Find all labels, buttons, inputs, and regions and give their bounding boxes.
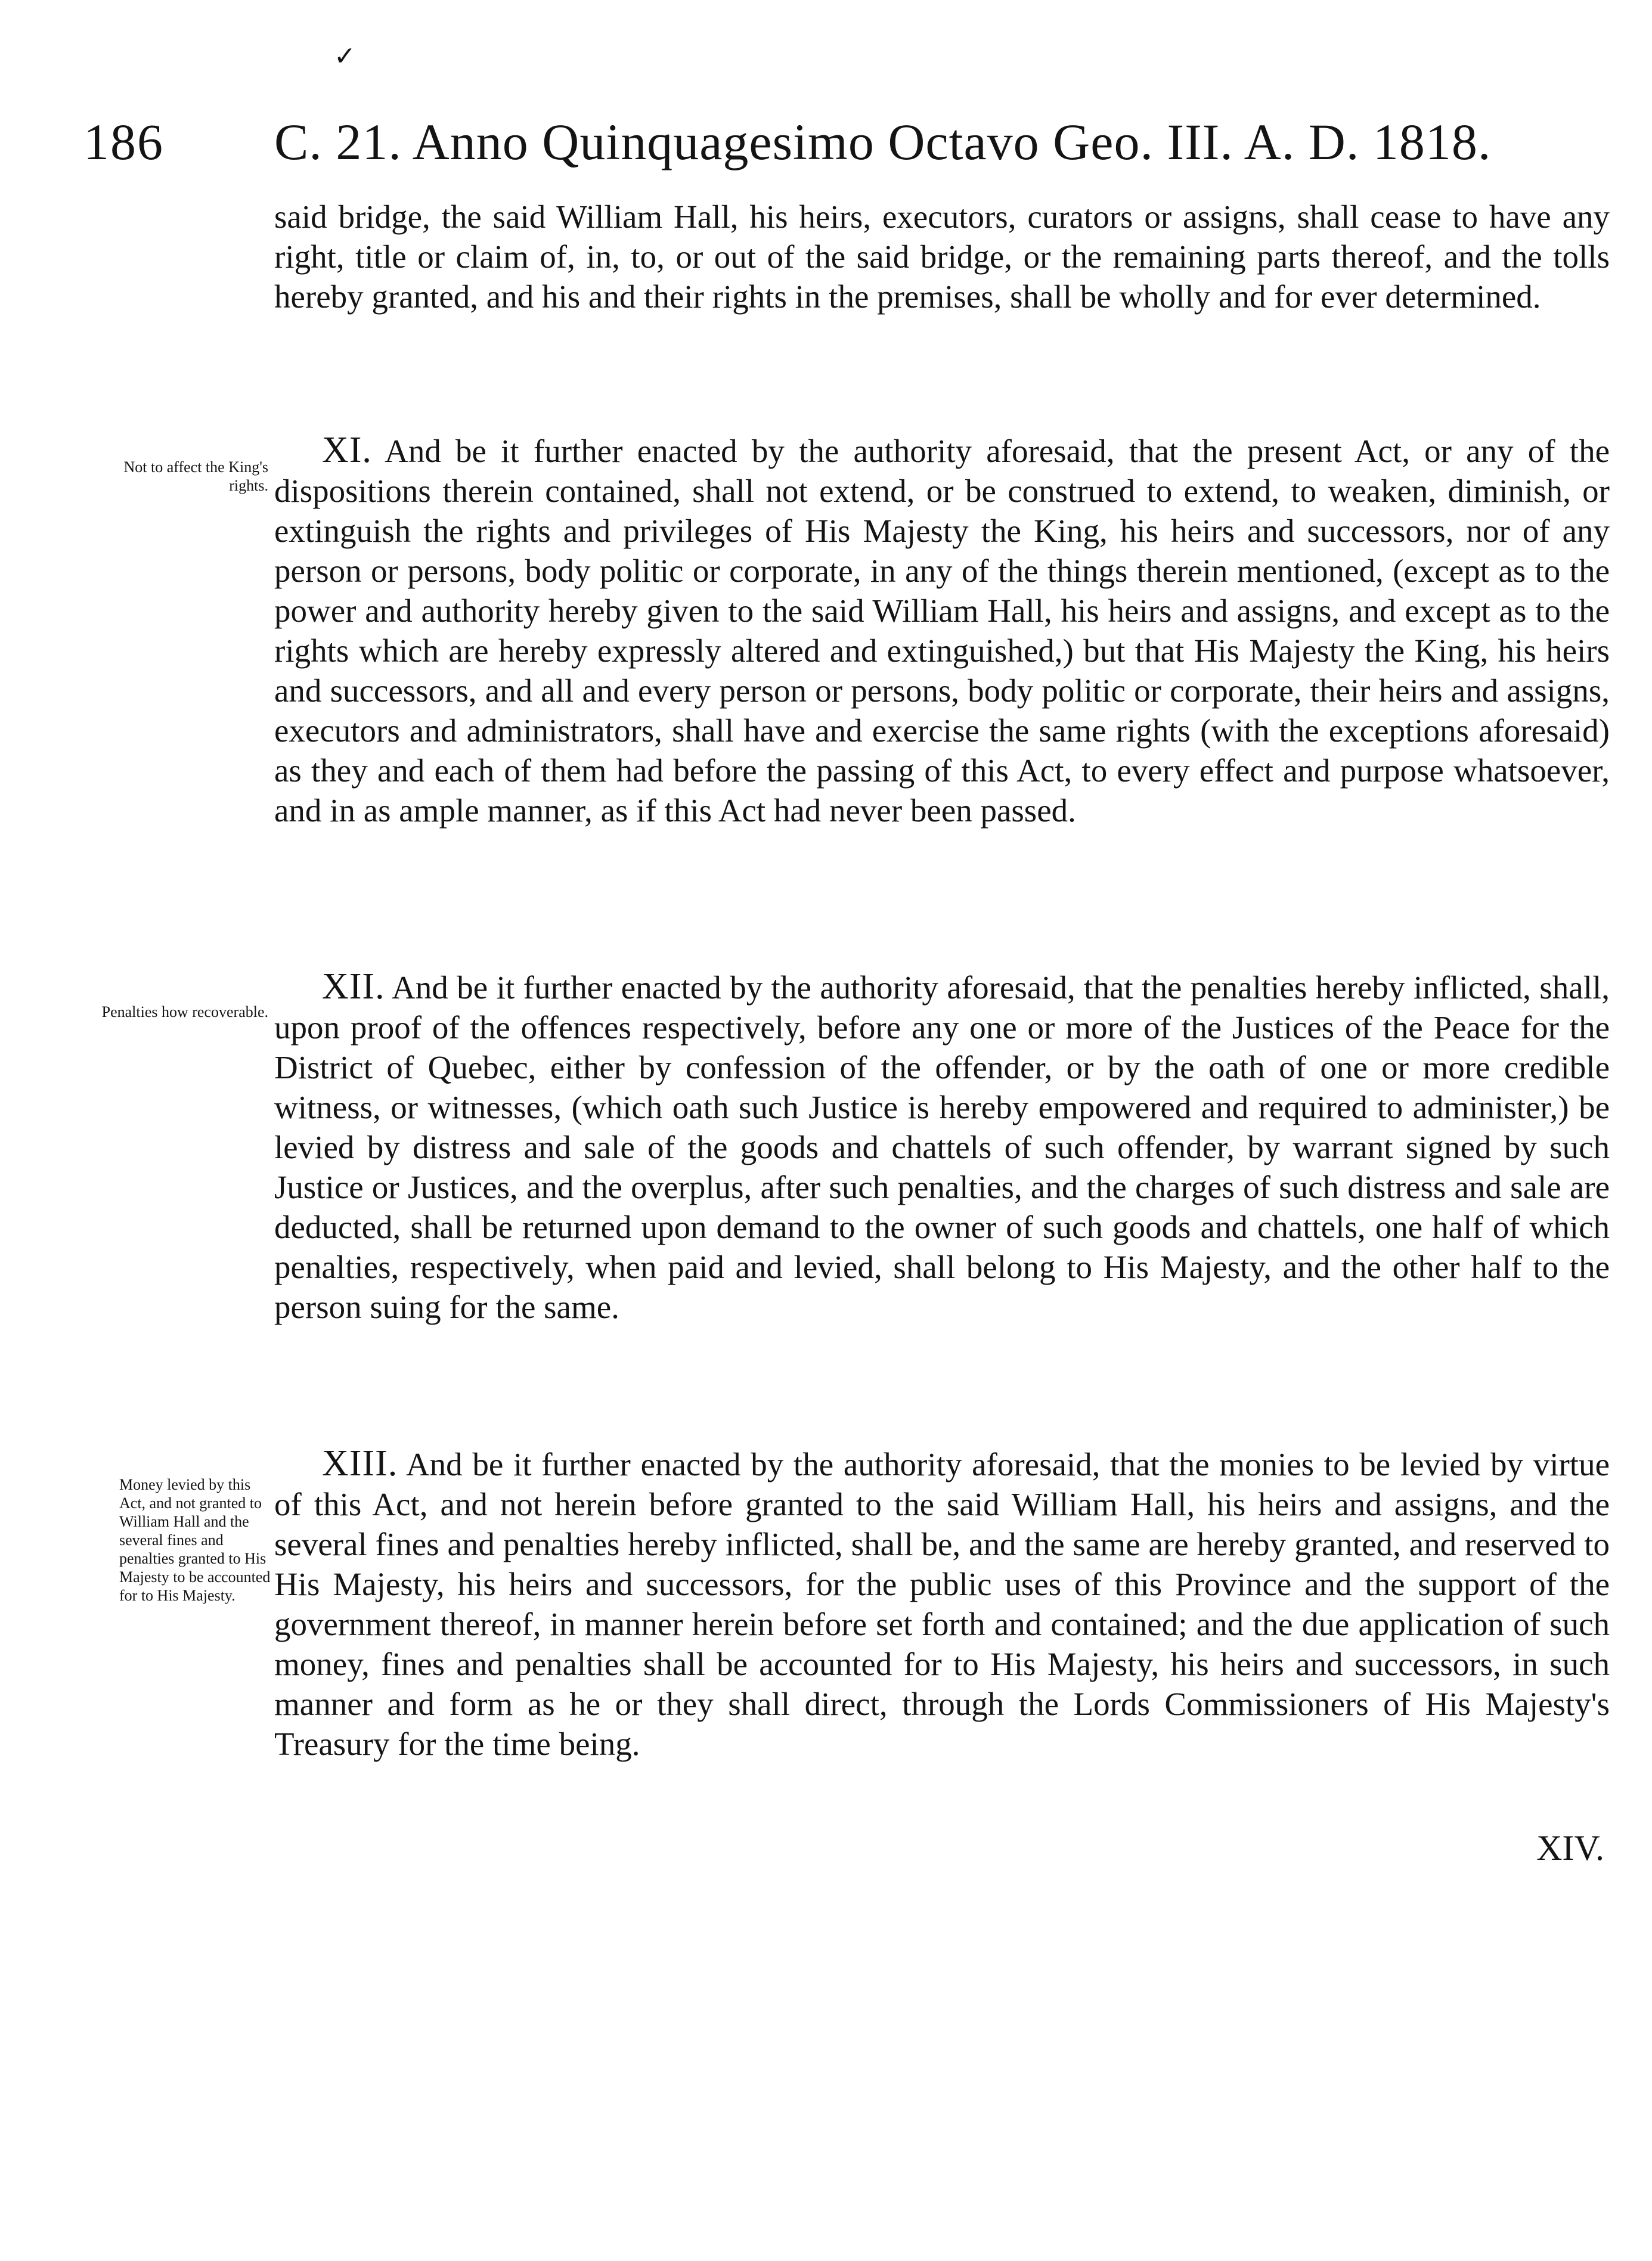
margin-note: Not to affect the King's rights. (123, 458, 268, 494)
top-ink-mark: ✓ (334, 42, 356, 71)
running-title: C. 21. Anno Quinquagesimo Octavo Geo. III. A. D. 1818. (274, 113, 1492, 170)
page-header (83, 106, 1610, 178)
page-number: 186 (83, 113, 164, 170)
paragraph-continuation (274, 197, 1610, 317)
section-number: XII. (322, 966, 385, 1007)
section-number: XIII. (322, 1443, 398, 1484)
section-xi (274, 430, 1610, 830)
margin-note: Penalties how recoverable. (101, 1003, 268, 1021)
paragraph-text: And be it further enacted by the authority aforesaid, that the present Act, or any of the dispositions therein contained, shall not extend, or be construed to extend, to weaken, diminish, or extinguish the rights and privileges of His Majesty the King, his heirs and successors, nor of any person or persons, body politic or corporate, in any of the things therein mentioned, (except as to the power and authority hereby given to the said William Hall, his heirs and assigns, and except as to the rights which are hereby expressly altered and extinguished,) but that His Majesty the King, his heirs and successors, and all and every person or persons, body politic or corporate, their heirs and assigns, executors and administrators, shall have and exercise the same rights (with the exceptions aforesaid) as they and each of them had before the passing of this Act, to every effect and purpose whatsoever, and in as ample manner, as if this Act had never been passed. (274, 433, 1610, 829)
catchword: XIV. (1536, 1828, 1604, 1868)
section-xiii (274, 1444, 1610, 1764)
section-number: XI. (322, 430, 372, 470)
margin-note: Money levied by this Act, and not granted to William Hall and the several fines and penalties granted to His Majesty to be accounted for to His Majesty. (119, 1476, 271, 1604)
paragraph-text: And be it further enacted by the authority aforesaid, that the monies to be levied by virtue of this Act, and not herein before granted to the said William Hall, his heirs and assigns, and the several fines and penalties hereby inflicted, shall be, and the same are hereby granted, and reserved to His Majesty, his heirs and successors, for the public uses of this Province and the support of the government thereof, in manner herein before set forth and contained; and the due application of such money, fines and penalties shall be accounted for to His Majesty, his heirs and successors, in such manner and form as he or they shall direct, through the Lords Commissioners of His Majesty's Treasury for the time being. (274, 1446, 1610, 1762)
paragraph-text: And be it further enacted by the authority aforesaid, that the penalties hereby inflicted, shall, upon proof of the offences respectively, before any one or more of the Justices of the Peace for the District of Quebec, either by confession of the offender, or by the oath of one or more credible witness, or witnesses, (which oath such Justice is hereby empowered and required to administer,) be levied by distress and sale of the goods and chattels of such offender, by warrant signed by such Justice or Justices, and the overplus, after such penalties, and the charges of such distress and sale are deducted, shall be returned upon demand to the owner of such goods and chattels, one half of which penalties, respectively, when paid and levied, shall belong to His Majesty, and the other half to the person suing for the same. (274, 969, 1610, 1325)
section-xii (274, 967, 1610, 1327)
paragraph-text: said bridge, the said William Hall, his heirs, executors, curators or assigns, shall cease to have any right, title or claim of, in, to, or out of the said bridge, or the remaining parts thereof, and the tolls hereby granted, and his and their rights in the premises, shall be wholly and for ever determined. (274, 199, 1610, 315)
